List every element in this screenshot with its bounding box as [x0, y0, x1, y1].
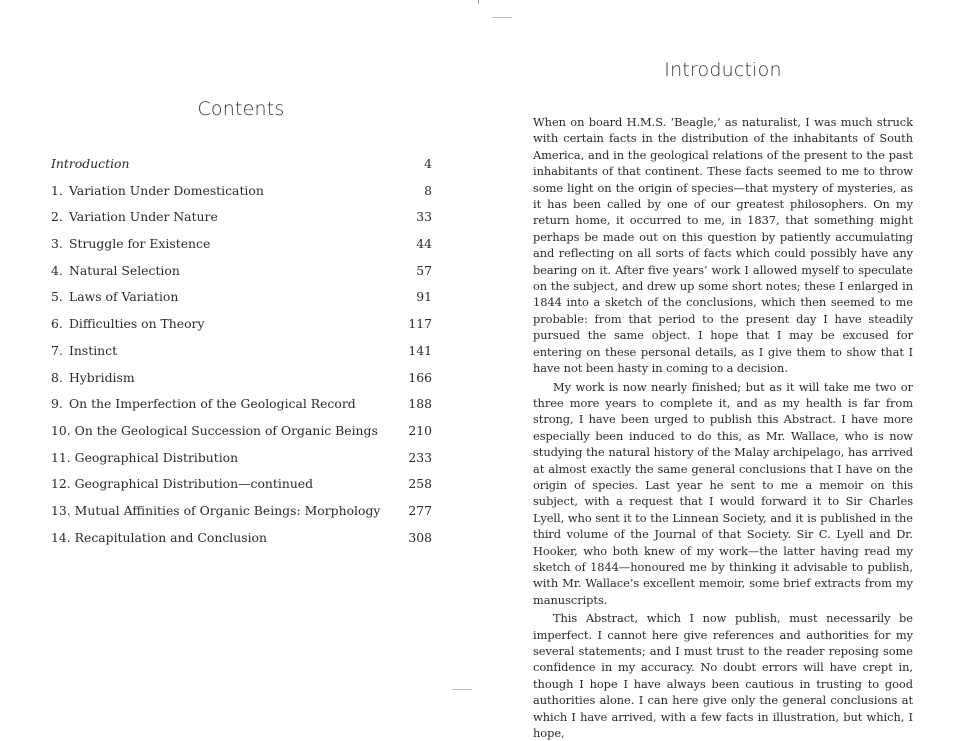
toc-entry-12[interactable] [51, 476, 432, 503]
toc-entry-label [51, 530, 267, 545]
paragraph: When on board H.M.S. ‘Beagle,’ as naturalist, I was much struck with certain facts in the distribution of the inhabitants of South America, and in the geological relations of the present to the past inhabitants of that continent. These facts seemed to me to throw some light on the origin of species—that mystery of mysteries, as it has been called by one of our greatest philosophers. On my return home, it occurred to me, in 1837, that something might perhaps be made out on this question by patiently accumulating and reflecting on all sorts of facts which could possibly have any bearing on it. After five years’ work I allowed myself to speculate on the subject, and drew up some short notes; these I enlarged in 1844 into a sketch of the conclusions, which then seemed to me probable: from that period to the present day I have steadily pursued the same object. I hope that I may be excused for entering on these personal details, as I give them to show that I have not been hasty in coming to a decision. [533, 115, 913, 376]
toc-entry-page: 166 [408, 369, 432, 385]
paragraph: My work is now nearly finished; but as it will take me two or three more years to complete it, and as my health is far from strong, I have been urged to publish this Abstract. I have more especially been induced to do this, as Mr. Wallace, who is now studying the natural history of the Malay archipelago, has arrived at almost exactly the same general conclusions that I have on the origin of species. Last year he sent to me a memoir on this subject, with a request that I would forward it to Sir Charles Lyell, who sent it to the Linnean Society, and it is published in the third volume of the Journal of that Society. Sir C. Lyell and Dr. Hooker, who both knew of my work—the latter having read my sketch of 1844—honoured me by thinking it advisable to publish, with Mr. Wallace’s excellent memoir, some brief extracts from my manuscripts. [533, 379, 913, 607]
toc-entry-label [51, 450, 238, 465]
toc-entry-label [51, 503, 380, 518]
toc-entry-title: Variation Under Nature [69, 209, 218, 225]
toc-entry-title: Recapitulation and Conclusion [74, 529, 267, 545]
contents-title: Contents [197, 98, 285, 120]
toc-entry-page: 308 [408, 529, 432, 545]
toc-entry-title: On the Geological Succession of Organic Beings [74, 422, 378, 438]
toc-entry-title: Geographical Distribution [74, 449, 239, 465]
toc-entry-label [51, 183, 264, 198]
toc-entry-title: Natural Selection [69, 262, 180, 278]
toc-entry-title: Mutual Affinities of Organic Beings: Morphology [74, 502, 381, 518]
toc-entry-9[interactable] [51, 396, 432, 423]
toc-entry-page: 57 [416, 262, 432, 278]
toc-entry-11[interactable] [51, 450, 432, 477]
toc-entry-2[interactable] [51, 209, 432, 236]
introduction-body [533, 114, 913, 741]
toc-entry-page: 91 [416, 289, 432, 305]
toc-entry-page: 141 [408, 342, 432, 358]
toc-entry-number: 5. [51, 289, 63, 305]
toc-entry-6[interactable] [51, 316, 432, 343]
contents-page [0, 0, 490, 700]
toc-entry-number: 9. [51, 396, 63, 412]
toc-entry-title: On the Imperfection of the Geological Record [69, 396, 356, 412]
toc-entry-title: Difficulties on Theory [69, 316, 205, 332]
toc-entry-14[interactable] [51, 530, 432, 557]
toc-entry-page: 188 [408, 396, 432, 412]
toc-entry-page: 33 [416, 209, 432, 225]
toc-entry-number: 6. [51, 316, 63, 332]
toc-entry-page: 44 [416, 236, 432, 252]
toc-entry-title: Geographical Distribution—continued [74, 476, 314, 492]
toc-entry-4[interactable] [51, 263, 432, 290]
toc-entry-label [51, 396, 356, 411]
introduction-page [490, 0, 978, 741]
toc-entry-title: Struggle for Existence [69, 236, 211, 252]
toc-entry-label [51, 236, 210, 251]
paragraph: This Abstract, which I now publish, must necessarily be imperfect. I cannot here give references and authorities for my several statements; and I must trust to the reader reposing some confidence in my accuracy. No doubt errors will have crept in, though I hope I have always been cautious in trusting to good authorities alone. I can here give only the general conclusions at which I have arrived, with a few facts in illustration, but which, I hope, [533, 611, 913, 741]
toc-entry-label: Introduction [51, 156, 130, 171]
toc-entry-8[interactable] [51, 370, 432, 397]
toc-entry-number: 3. [51, 236, 63, 252]
toc-entry-page: 4 [424, 156, 432, 171]
toc-entry-number: 8. [51, 369, 63, 385]
toc-entry-page: 258 [408, 476, 432, 492]
toc-entry-introduction[interactable] [51, 156, 432, 183]
toc-entry-10[interactable] [51, 423, 432, 450]
toc-entry-number: 7. [51, 342, 63, 358]
toc-entry-title: Hybridism [69, 369, 135, 385]
toc-entry-number: 2. [51, 209, 63, 225]
toc-entry-5[interactable] [51, 289, 432, 316]
toc-entry-page: 210 [408, 422, 432, 438]
toc-entry-number: 11. [51, 449, 71, 465]
toc-entry-3[interactable] [51, 236, 432, 263]
toc-entry-title: Instinct [69, 342, 118, 358]
toc-entry-label [51, 263, 180, 278]
toc-entry-number: 14. [51, 529, 71, 545]
toc-entry-1[interactable] [51, 183, 432, 210]
toc-entry-number: 10. [51, 422, 71, 438]
toc-entry-title: Laws of Variation [69, 289, 179, 305]
toc-entry-number: 13. [51, 502, 71, 518]
toc-entry-label [51, 476, 313, 491]
toc-entry-label [51, 423, 378, 438]
toc-entry-label [51, 370, 135, 385]
toc-entry-number: 4. [51, 262, 63, 278]
toc-entry-7[interactable] [51, 343, 432, 370]
toc-entry-13[interactable] [51, 503, 432, 530]
toc-entry-label [51, 316, 204, 331]
introduction-title: Introduction [664, 59, 782, 81]
toc-entry-page: 233 [408, 449, 432, 465]
toc-entry-number: 1. [51, 182, 63, 198]
toc-entry-page: 117 [408, 316, 432, 332]
toc-entry-label [51, 343, 117, 358]
toc-entry-page: 277 [408, 502, 432, 518]
toc-entry-label [51, 289, 178, 304]
toc-entry-number: 12. [51, 476, 71, 492]
toc-entry-title: Variation Under Domestication [69, 182, 264, 198]
toc-entry-page: 8 [424, 182, 432, 198]
table-of-contents [51, 156, 432, 556]
toc-entry-label [51, 209, 218, 224]
